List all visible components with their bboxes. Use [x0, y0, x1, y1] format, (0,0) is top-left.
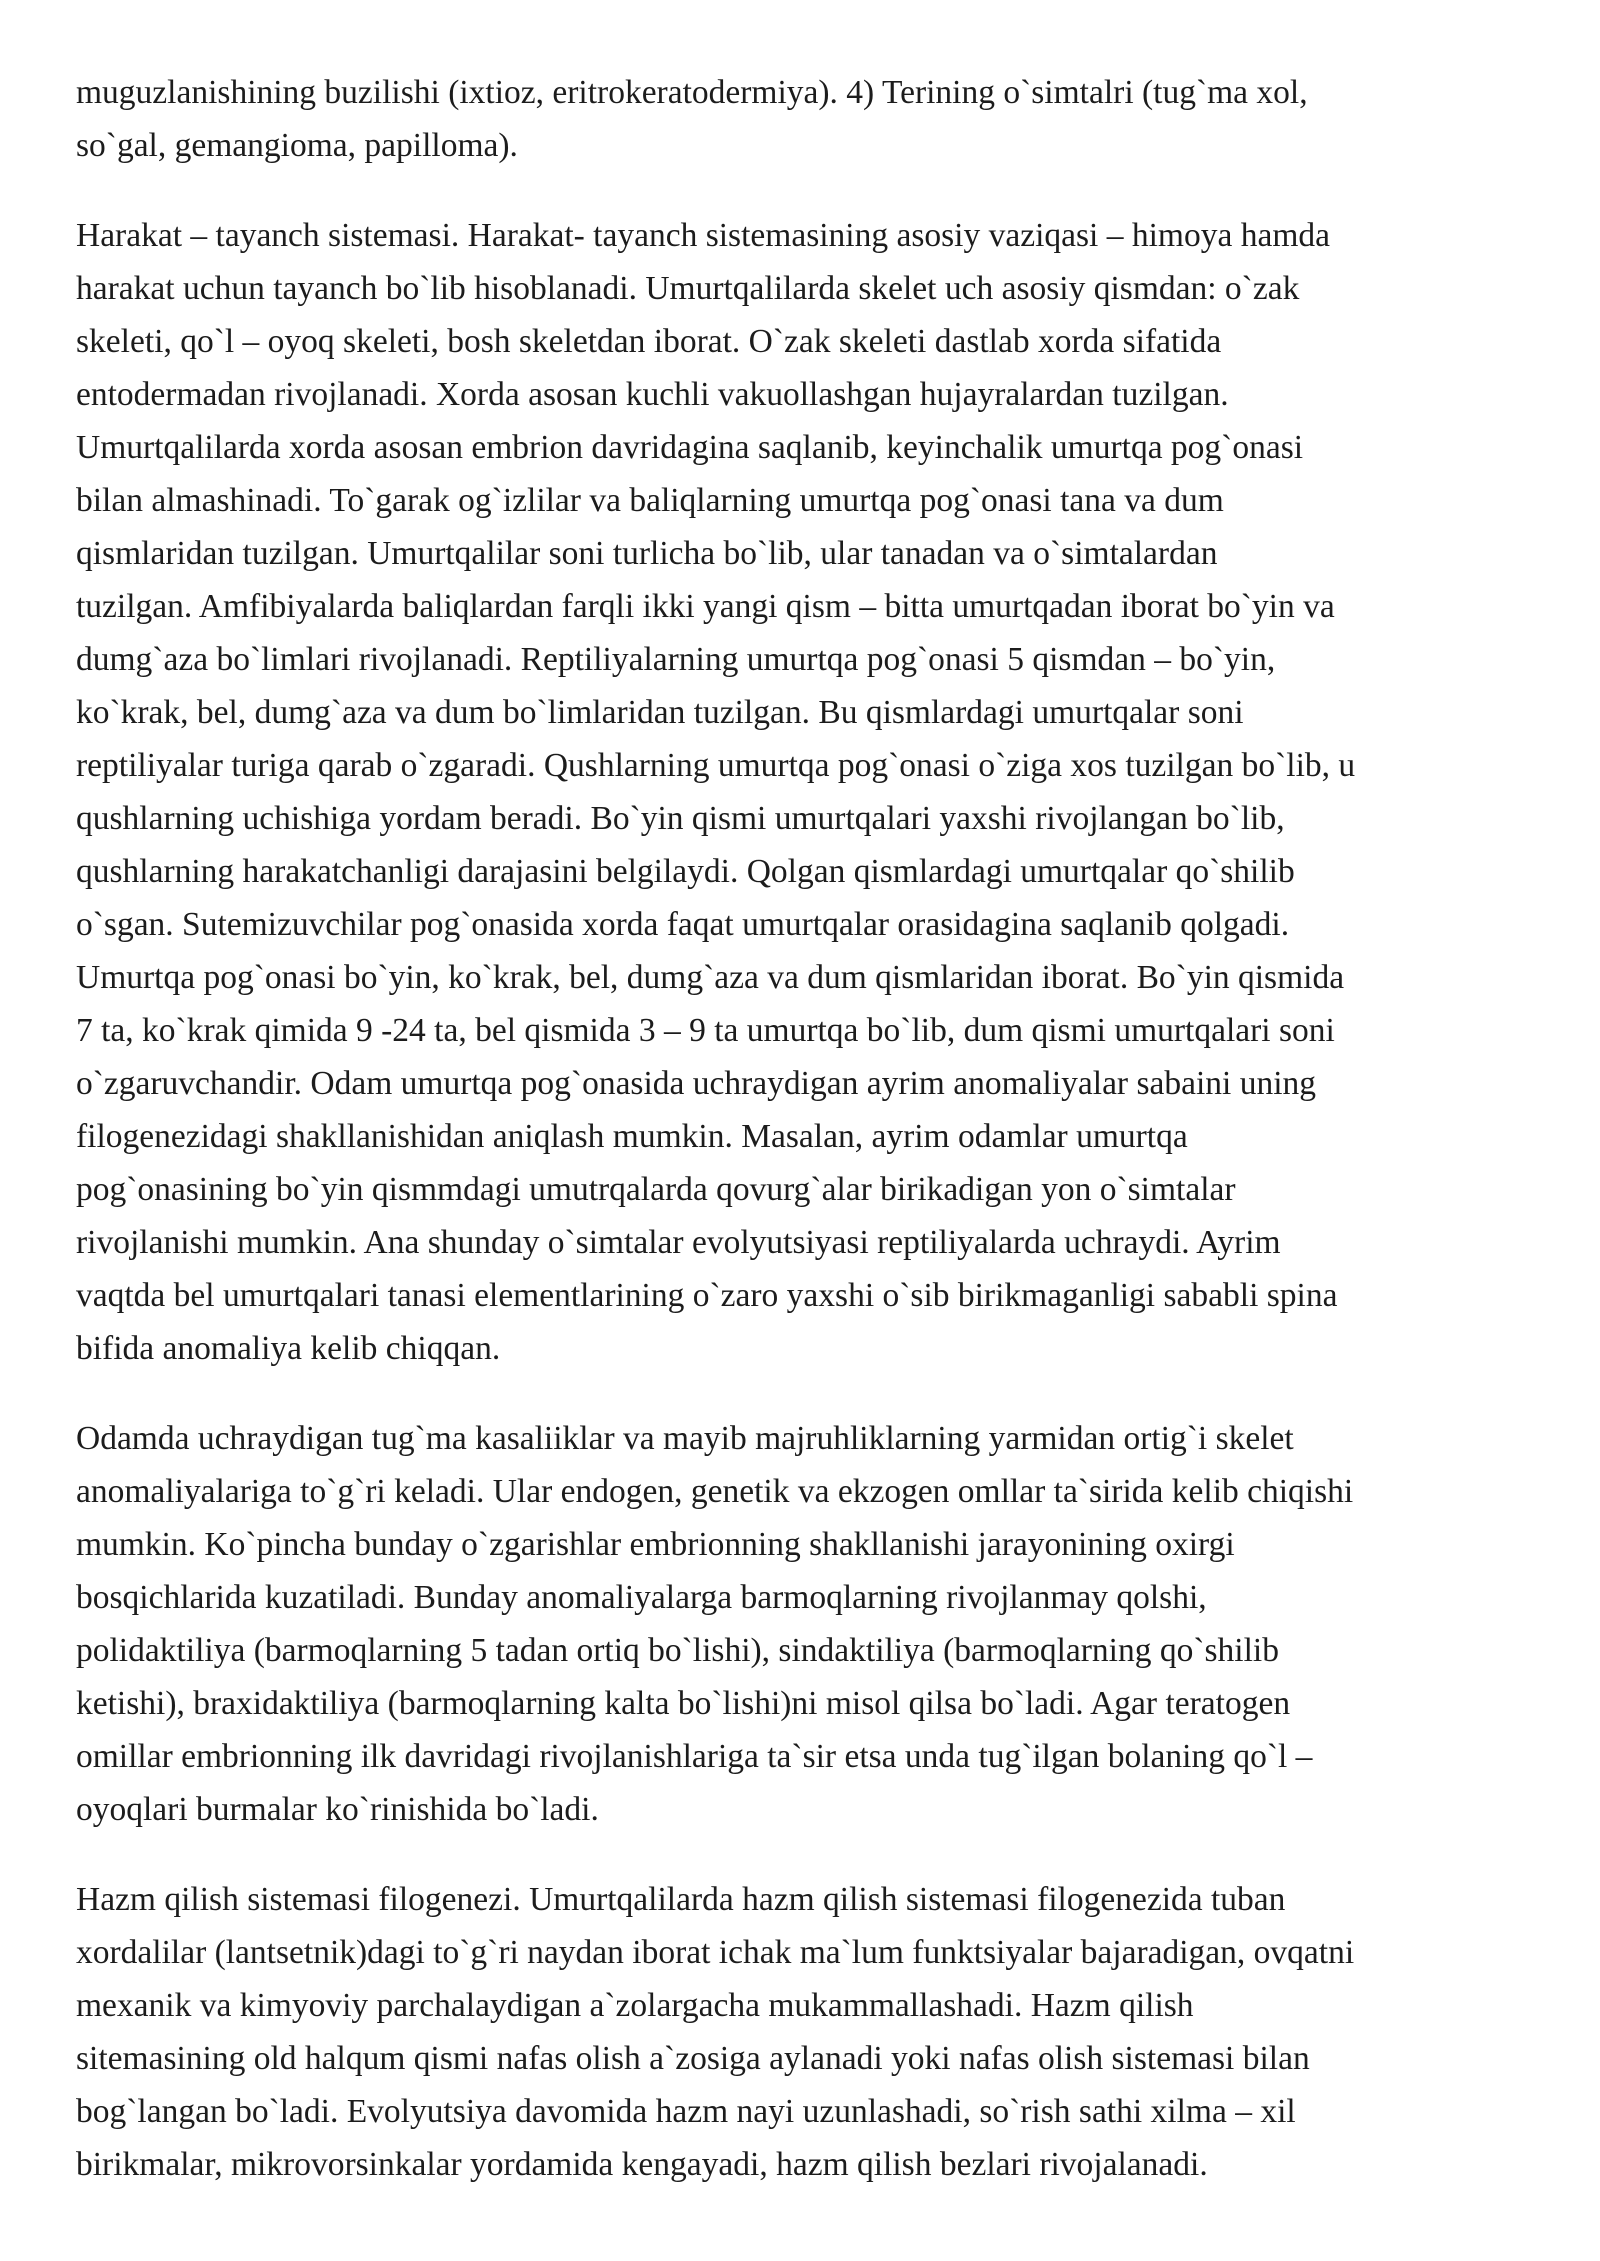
- text-line: dumg`aza bo`limlari rivojlanadi. Reptiliyalarning umurtqa pog`onasi 5 qismdan – bo`yin,: [76, 641, 1276, 678]
- text-line: sitemasining old halqum qismi nafas olish a`zosiga aylanadi yoki nafas olish sistemasi bilan: [76, 2040, 1310, 2077]
- text-line: 7 ta, ko`krak qimida 9 -24 ta, bel qismida 3 – 9 ta umurtqa bo`lib, dum qismi umurtqalari soni: [76, 1012, 1335, 1049]
- text-line: Hazm qilish sistemasi filogenezi. Umurtqalilarda hazm qilish sistemasi filogenezida tuban: [76, 1881, 1286, 1918]
- text-line: birikmalar, mikrovorsinkalar yordamida kengayadi, hazm qilish bezlari rivojalanadi.: [76, 2146, 1208, 2183]
- paragraph-2: [76, 209, 1546, 1375]
- text-line: omillar embrionning ilk davridagi rivojlanishlariga ta`sir etsa unda tug`ilgan bolaning qo`l –: [76, 1738, 1313, 1775]
- text-line: ko`krak, bel, dumg`aza va dum bo`limlaridan tuzilgan. Bu qismlardagi umurtqalar soni: [76, 694, 1244, 731]
- text-line: oyoqlari burmalar ko`rinishida bo`ladi.: [76, 1791, 599, 1828]
- text-line: qushlarning harakatchanligi darajasini belgilaydi. Qolgan qismlardagi umurtqalar qo`shilib: [76, 853, 1295, 890]
- text-line: bilan almashinadi. To`garak og`izlilar va baliqlarning umurtqa pog`onasi tana va dum: [76, 482, 1224, 519]
- text-line: o`zgaruvchandir. Odam umurtqa pog`onasida uchraydigan ayrim anomaliyalar sabaini uning: [76, 1065, 1317, 1102]
- text-line: tuzilgan. Amfibiyalarda baliqlardan farqli ikki yangi qism – bitta umurtqadan iborat bo`yin va: [76, 588, 1335, 625]
- text-line: Odamda uchraydigan tug`ma kasaliiklar va mayib majruhliklarning yarmidan ortig`i skelet: [76, 1420, 1294, 1457]
- text-line: bog`langan bo`ladi. Evolyutsiya davomida hazm nayi uzunlashadi, so`rish sathi xilma – xil: [76, 2093, 1296, 2130]
- text-line: entodermadan rivojlanadi. Xorda asosan kuchli vakuollashgan hujayralardan tuzilgan.: [76, 376, 1229, 413]
- text-line: vaqtda bel umurtqalari tanasi elementlarining o`zaro yaxshi o`sib birikmaganligi sababli spina: [76, 1277, 1338, 1314]
- document-page: [76, 66, 1546, 2191]
- text-line: qismlaridan tuzilgan. Umurtqalilar soni turlicha bo`lib, ular tanadan va o`simtalardan: [76, 535, 1218, 572]
- text-line: muguzlanishining buzilishi (ixtioz, eritrokeratodermiya). 4) Terining o`simtalri (tug`ma xol,: [76, 74, 1308, 111]
- text-line: Umurtqa pog`onasi bo`yin, ko`krak, bel, dumg`aza va dum qismlaridan iborat. Bo`yin qismida: [76, 959, 1345, 996]
- paragraph-1: [76, 66, 1546, 172]
- text-line: so`gal, gemangioma, papilloma).: [76, 127, 518, 164]
- text-line: bosqichlarida kuzatiladi. Bunday anomaliyalarga barmoqlarning rivojlanmay qolshi,: [76, 1579, 1207, 1616]
- text-line: mumkin. Ko`pincha bunday o`zgarishlar embrionning shakllanishi jarayonining oxirgi: [76, 1526, 1235, 1563]
- paragraph-3: [76, 1412, 1546, 1836]
- text-line: bifida anomaliya kelib chiqqan.: [76, 1330, 501, 1367]
- text-line: o`sgan. Sutemizuvchilar pog`onasida xorda faqat umurtqalar orasidagina saqlanib qolgadi.: [76, 906, 1290, 943]
- text-line: harakat uchun tayanch bo`lib hisoblanadi. Umurtqalilarda skelet uch asosiy qismdan: o`zak: [76, 270, 1300, 307]
- text-line: rivojlanishi mumkin. Ana shunday o`simtalar evolyutsiyasi reptiliyalarda uchraydi. Ayrim: [76, 1224, 1281, 1261]
- text-line: filogenezidagi shakllanishidan aniqlash mumkin. Masalan, ayrim odamlar umurtqa: [76, 1118, 1188, 1155]
- text-line: pog`onasining bo`yin qismmdagi umutrqalarda qovurg`alar birikadigan yon o`simtalar: [76, 1171, 1236, 1208]
- text-line: mexanik va kimyoviy parchalaydigan a`zolargacha mukammallashadi. Hazm qilish: [76, 1987, 1194, 2024]
- text-line: polidaktiliya (barmoqlarning 5 tadan ortiq bo`lishi), sindaktiliya (barmoqlarning qo`shilib: [76, 1632, 1279, 1669]
- text-line: qushlarning uchishiga yordam beradi. Bo`yin qismi umurtqalari yaxshi rivojlangan bo`lib,: [76, 800, 1285, 837]
- text-line: Umurtqalilarda xorda asosan embrion davridagina saqlanib, keyinchalik umurtqa pog`onasi: [76, 429, 1304, 466]
- text-line: reptiliyalar turiga qarab o`zgaradi. Qushlarning umurtqa pog`onasi o`ziga xos tuzilgan bo`lib, u: [76, 747, 1356, 784]
- text-line: xordalilar (lantsetnik)dagi to`g`ri naydan iborat ichak ma`lum funktsiyalar bajaradigan, ovqatni: [76, 1934, 1355, 1971]
- text-line: skeleti, qo`l – oyoq skeleti, bosh skeletdan iborat. O`zak skeleti dastlab xorda sifatida: [76, 323, 1222, 360]
- paragraph-4: [76, 1873, 1546, 2191]
- text-line: ketishi), braxidaktiliya (barmoqlarning kalta bo`lishi)ni misol qilsa bo`ladi. Agar teratogen: [76, 1685, 1291, 1722]
- text-line: anomaliyalariga to`g`ri keladi. Ular endogen, genetik va ekzogen omllar ta`sirida kelib chiqishi: [76, 1473, 1354, 1510]
- text-line: Harakat – tayanch sistemasi. Harakat- tayanch sistemasining asosiy vaziqasi – himoya hamda: [76, 217, 1331, 254]
